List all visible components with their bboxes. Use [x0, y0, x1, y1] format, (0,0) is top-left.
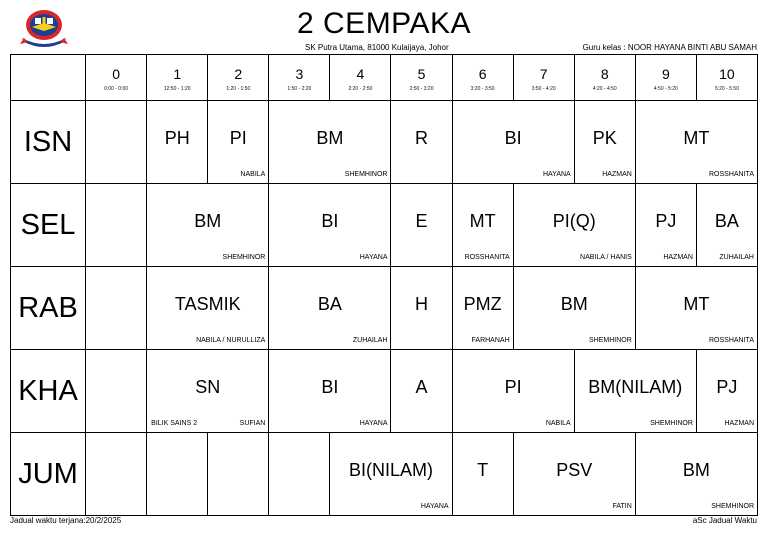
day-label: ISN: [11, 101, 86, 184]
teacher-name: HAYANA: [359, 254, 388, 261]
teacher-name: SHEMHINOR: [650, 420, 693, 427]
period-number: 3: [295, 66, 304, 82]
period-time: 12:50 - 1:20: [163, 86, 191, 92]
teacher-name: HAZMAN: [602, 171, 632, 178]
subject-code: SN: [195, 376, 221, 397]
lesson-cell: [696, 350, 757, 433]
period-number: 2: [234, 66, 243, 82]
period-header: [391, 55, 452, 101]
subject-code: PI: [504, 376, 522, 397]
subject-code: MT: [683, 293, 710, 314]
subject-code: PJ: [716, 376, 738, 397]
teacher-name: NABILA: [545, 420, 571, 427]
period-time: 2:50 - 3:20: [409, 86, 434, 92]
period-time: 5:20 - 5:50: [714, 86, 739, 92]
lesson-cell: [391, 184, 452, 267]
lesson-cell: [269, 267, 391, 350]
lesson-cell: [147, 184, 269, 267]
day-row-sel: [11, 184, 758, 267]
teacher-name: SHEMHINOR: [589, 337, 632, 344]
period-number: 1: [173, 66, 182, 82]
subject-code: BA: [714, 210, 739, 231]
subject-code: BM: [682, 459, 710, 480]
day-label: RAB: [11, 267, 86, 350]
subject-code: BM: [316, 127, 344, 148]
period-time: 0:00 - 0:00: [104, 86, 129, 92]
lesson-cell: [635, 184, 696, 267]
day-label: SEL: [11, 184, 86, 267]
lesson-cell: [635, 267, 757, 350]
teacher-name: FATIN: [612, 503, 632, 510]
subject-code: BI: [321, 376, 339, 397]
subject-code: MT: [683, 127, 710, 148]
software-brand: aSc Jadual Waktu: [692, 516, 757, 525]
period-header: [147, 55, 208, 101]
teacher-name: HAYANA: [542, 171, 571, 178]
lesson-cell: [391, 101, 452, 184]
period-header: [696, 55, 757, 101]
subject-code: A: [415, 376, 428, 397]
teacher-name: SHEMHINOR: [344, 171, 388, 178]
lesson-cell: [391, 267, 452, 350]
period-number: 8: [600, 66, 609, 82]
period-time: 3:20 - 3:50: [470, 86, 495, 92]
period-header: [513, 55, 574, 101]
subject-code: PH: [164, 127, 190, 148]
subject-code: BM: [194, 210, 222, 231]
subject-code: PI: [229, 127, 247, 148]
lesson-cell: [86, 433, 147, 516]
subject-code: TASMIK: [174, 293, 241, 314]
period-number: 10: [719, 66, 735, 82]
teacher-name: SHEMHINOR: [222, 254, 266, 261]
subject-code: BM: [560, 293, 588, 314]
period-number: 5: [417, 66, 426, 82]
period-number: 0: [112, 66, 121, 82]
teacher-name: HAYANA: [420, 503, 449, 510]
teacher-name: SHEMHINOR: [711, 503, 754, 510]
teacher-name: FARHANAH: [471, 337, 510, 344]
teacher-name: ROSSHANITA: [709, 337, 754, 344]
subject-code: PSV: [556, 459, 593, 480]
lesson-cell: [269, 184, 391, 267]
teacher-name: ROSSHANITA: [709, 171, 754, 178]
class-title: 2 CEMPAKA: [297, 7, 471, 40]
lesson-cell: [147, 101, 208, 184]
subject-code: PI(Q): [552, 210, 596, 231]
period-header: [330, 55, 391, 101]
subject-code: BI: [321, 210, 339, 231]
subject-code: PK: [592, 127, 617, 148]
lesson-cell: [696, 184, 757, 267]
subject-code: E: [415, 210, 428, 231]
school-name: SK Putra Utama, 81000 Kulaijaya, Johor: [305, 43, 449, 52]
subject-code: PMZ: [463, 293, 502, 314]
lesson-cell: [513, 267, 635, 350]
lesson-cell: [86, 350, 147, 433]
period-number: 6: [478, 66, 487, 82]
subject-code: BI: [504, 127, 522, 148]
lesson-cell: [269, 101, 391, 184]
period-header: [208, 55, 269, 101]
subject-code: T: [477, 459, 489, 480]
room-name: BILIK SAINS 2: [151, 420, 198, 427]
lesson-cell: [452, 184, 513, 267]
lesson-cell: [269, 350, 391, 433]
teacher-name: NABILA / NURULLIZA: [196, 337, 266, 344]
teacher-name: HAZMAN: [663, 254, 693, 261]
lesson-cell: [208, 433, 269, 516]
lesson-cell: [86, 267, 147, 350]
period-number: 7: [539, 66, 548, 82]
subject-code: BI(NILAM): [348, 459, 433, 480]
teacher-name: NABILA: [240, 171, 266, 178]
period-header: [86, 55, 147, 101]
teacher-name: ROSSHANITA: [464, 254, 510, 261]
teacher-name: ZUHAILAH: [352, 337, 388, 344]
class-teacher: Guru kelas : NOOR HAYANA BINTI ABU SAMAH: [582, 43, 757, 52]
corner-cell: [11, 55, 86, 101]
subject-code: R: [415, 127, 429, 148]
period-header-row: [11, 55, 758, 101]
lesson-cell: [391, 350, 452, 433]
period-time: 2:20 - 2:50: [348, 86, 373, 92]
day-row-isn: [11, 101, 758, 184]
day-row-rab: [11, 267, 758, 350]
lesson-cell: [452, 350, 574, 433]
lesson-cell: [513, 433, 635, 516]
subject-code: BA: [317, 293, 342, 314]
period-header: [635, 55, 696, 101]
day-label: KHA: [11, 350, 86, 433]
lesson-cell: [147, 350, 269, 433]
subject-code: BM(NILAM): [588, 376, 683, 397]
lesson-cell: [86, 101, 147, 184]
subject-code: MT: [469, 210, 496, 231]
day-label: JUM: [11, 433, 86, 516]
lesson-cell: [513, 184, 635, 267]
period-header: [269, 55, 330, 101]
timetable-grid: [10, 54, 758, 516]
lesson-cell: [208, 101, 269, 184]
lesson-cell: [635, 101, 757, 184]
lesson-cell: [147, 433, 208, 516]
teacher-name: HAZMAN: [724, 420, 754, 427]
period-time: 1:50 - 2:20: [287, 86, 312, 92]
teacher-name: SUFIAN: [239, 420, 266, 427]
period-time: 3:50 - 4:20: [531, 86, 556, 92]
lesson-cell: [574, 101, 635, 184]
generated-date: Jadual waktu terjana:20/2/2025: [10, 516, 122, 525]
lesson-cell: [269, 433, 330, 516]
subject-code: PJ: [655, 210, 677, 231]
lesson-cell: [452, 267, 513, 350]
period-time: 4:20 - 4:50: [592, 86, 617, 92]
day-row-jum: [11, 433, 758, 516]
lesson-cell: [574, 350, 696, 433]
period-time: 1:20 - 1:50: [226, 86, 251, 92]
period-number: 4: [356, 66, 365, 82]
lesson-cell: [147, 267, 269, 350]
period-number: 9: [661, 66, 670, 82]
lesson-cell: [86, 184, 147, 267]
lesson-cell: [452, 433, 513, 516]
teacher-name: HAYANA: [359, 420, 388, 427]
teacher-name: NABILA / HANIS: [580, 254, 632, 261]
teacher-name: ZUHAILAH: [719, 254, 754, 261]
period-header: [574, 55, 635, 101]
period-header: [452, 55, 513, 101]
subject-code: H: [415, 293, 429, 314]
lesson-cell: [635, 433, 757, 516]
lesson-cell: [452, 101, 574, 184]
period-time: 4:50 - 5:20: [653, 86, 678, 92]
day-row-kha: [11, 350, 758, 433]
lesson-cell: [330, 433, 452, 516]
